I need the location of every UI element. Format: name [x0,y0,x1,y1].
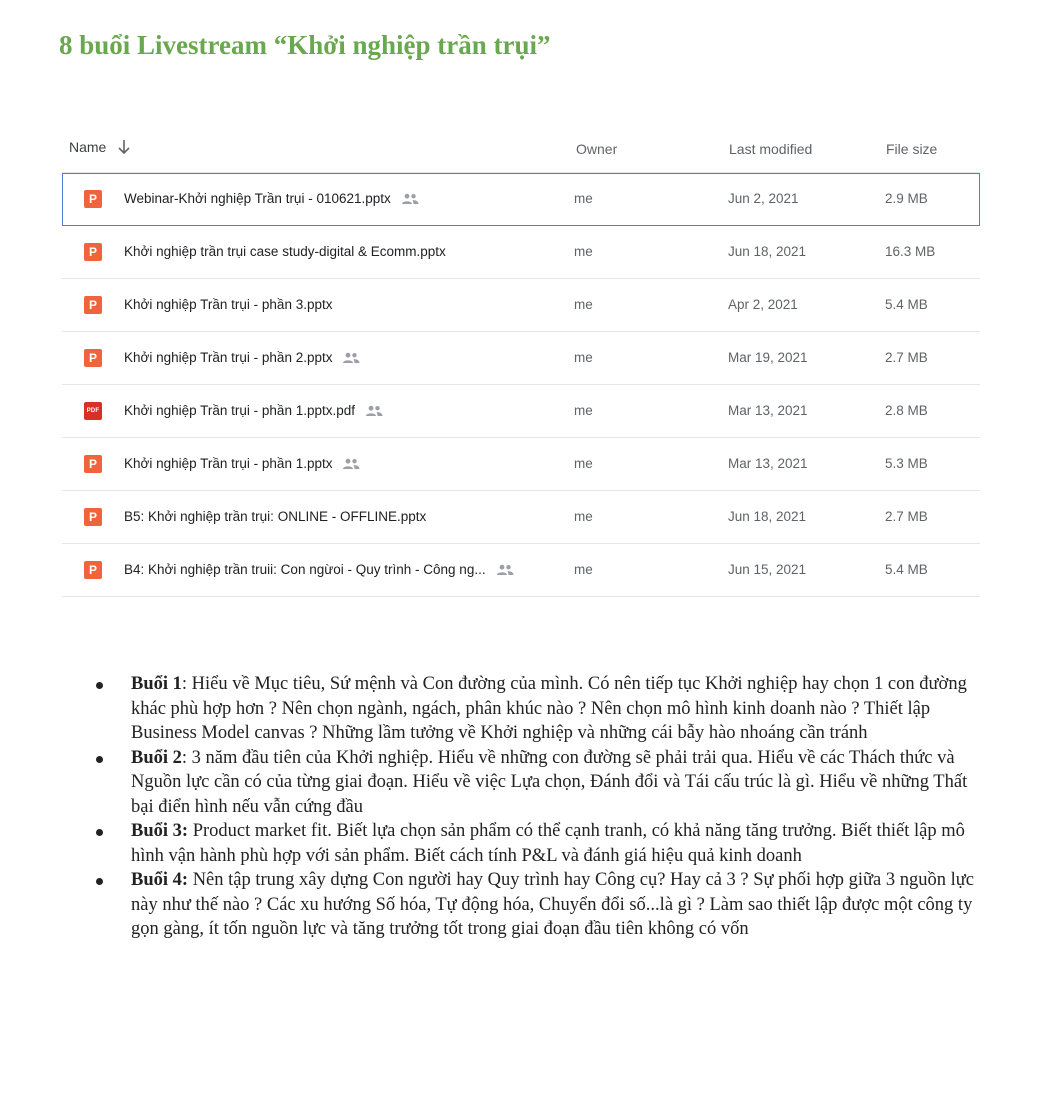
pptx-icon: P [84,190,102,208]
session-item [96,746,976,820]
file-owner: me [574,297,593,312]
file-size: 2.7 MB [885,350,928,365]
session-description: 3 năm đầu tiên của Khởi nghiệp. Hiểu về những con đường sẽ phải trải qua. Hiểu về các Thách thức và Nguồn lực cần có của từng giai đoạn. Hiểu về việc Lựa chọn, Đánh đổi và Tái cấu trúc là gì. Hiểu về những Thất bại điển hình nếu vẫn cứng đầu [131,747,968,817]
file-name-text: Webinar-Khởi nghiệp Trần trụi - 010621.pptx [124,191,391,206]
file-name[interactable] [124,456,360,471]
file-name[interactable] [124,244,446,259]
file-row[interactable] [62,332,980,385]
shared-people-icon [365,405,383,417]
file-last-modified: Apr 2, 2021 [728,297,798,312]
file-last-modified: Mar 19, 2021 [728,350,808,365]
file-name[interactable] [124,350,360,365]
file-row[interactable] [62,438,980,491]
file-size: 2.8 MB [885,403,928,418]
file-name-text: Khởi nghiệp trần trụi case study-digital & Ecomm.pptx [124,244,446,259]
session-item [96,868,976,942]
name-column-label: Name [69,139,107,155]
session-label: Buổi 3: [131,821,189,841]
file-row[interactable] [62,385,980,438]
file-row[interactable] [62,279,980,332]
file-owner: me [574,191,593,206]
bullet-icon [96,682,103,689]
file-name[interactable] [124,403,383,418]
file-owner: me [574,509,593,524]
shared-people-icon [342,352,360,364]
file-name[interactable] [124,562,514,577]
pptx-icon: P [84,349,102,367]
file-size: 5.4 MB [885,297,928,312]
file-owner: me [574,244,593,259]
pptx-icon: P [84,561,102,579]
session-label: Buổi 4: [131,870,189,890]
file-row[interactable] [62,226,980,279]
pptx-icon: P [84,296,102,314]
file-last-modified: Mar 13, 2021 [728,403,808,418]
file-name-text: Khởi nghiệp Trần trụi - phần 1.pptx.pdf [124,403,355,418]
session-description: Product market fit. Biết lựa chọn sản phẩm có thể cạnh tranh, có khả năng tăng trưởng. Biết thiết lập mô hình vận hành phù hợp với sản phẩm. Biết cách tính P&L và đánh giá hiệu quả kinh doanh [131,821,965,866]
pptx-icon: P [84,508,102,526]
sort-by-name-header[interactable] [69,138,132,156]
file-last-modified: Jun 15, 2021 [728,562,807,577]
file-size: 16.3 MB [885,244,936,259]
bullet-icon [96,878,103,885]
session-item [96,672,976,746]
file-row[interactable] [62,173,980,226]
file-name-text: Khởi nghiệp Trần trụi - phần 2.pptx [124,350,333,365]
file-row[interactable] [62,491,980,544]
file-name-text: B5: Khởi nghiệp trần trụi: ONLINE - OFFLINE.pptx [124,509,427,524]
pdf-icon: PDF [84,402,102,420]
file-name[interactable] [124,191,419,206]
session-label: Buổi 1 [131,674,182,694]
file-owner: me [574,456,593,471]
pptx-icon: P [84,243,102,261]
session-description: Nên tập trung xây dựng Con người hay Quy trình hay Công cụ? Hay cả 3 ? Sự phối hợp giữa 3 nguồn lực này như thế nào ? Các xu hướng Số hóa, Tự động hóa, Chuyển đổi số...là gì ? Làm sao thiết lập được một công ty gọn gàng, ít tốn nguồn lực và tăng trưởng tốt trong giai đoạn đầu tiên không có vốn [131,870,974,939]
file-size-column-header[interactable]: File size [886,141,938,157]
file-last-modified: Jun 2, 2021 [728,191,799,206]
bullet-icon [96,756,103,763]
arrow-down-icon[interactable] [116,138,132,156]
shared-people-icon [401,193,419,205]
file-owner: me [574,350,593,365]
session-label: Buổi 2 [131,747,182,768]
session-separator: : [181,747,192,768]
drive-file-list [62,124,980,597]
file-list-header [62,124,980,173]
session-list [96,672,976,942]
file-name-text: Khởi nghiệp Trần trụi - phần 3.pptx [124,297,333,312]
shared-people-icon [496,564,514,576]
file-last-modified: Jun 18, 2021 [728,244,807,259]
pptx-icon: P [84,455,102,473]
file-name[interactable] [124,297,332,312]
session-item [96,819,976,868]
file-size: 5.4 MB [885,562,928,577]
file-rows [62,173,980,597]
file-size: 5.3 MB [885,456,928,471]
owner-column-header[interactable]: Owner [576,141,618,157]
file-owner: me [574,403,593,418]
session-separator: : [181,674,192,694]
last-modified-column-header[interactable]: Last modified [729,141,813,157]
file-row[interactable] [62,544,980,597]
file-name[interactable] [124,509,426,524]
page-title: 8 buổi Livestream “Khởi nghiệp trần trụi” [59,30,551,60]
file-owner: me [574,562,593,577]
file-name-text: Khởi nghiệp Trần trụi - phần 1.pptx [124,456,333,471]
file-name-text: B4: Khởi nghiệp trần truii: Con ngừoi - Quy trình - Công ng... [124,562,486,577]
file-size: 2.9 MB [885,191,928,206]
session-description: Hiểu về Mục tiêu, Sứ mệnh và Con đường của mình. Có nên tiếp tục Khởi nghiệp hay chọn 1 con đường khác phù hợp hơn ? Nên chọn ngành, ngách, phân khúc nào ? Nên chọn mô hình kinh doanh nào ? Thiết lập Business Model canvas ? Những lầm tưởng về Khởi nghiệp và những cái bẫy hào nhoáng cần tránh [131,674,967,743]
shared-people-icon [342,458,360,470]
file-size: 2.7 MB [885,509,928,524]
file-last-modified: Jun 18, 2021 [728,509,807,524]
bullet-icon [96,829,103,836]
file-last-modified: Mar 13, 2021 [728,456,808,471]
